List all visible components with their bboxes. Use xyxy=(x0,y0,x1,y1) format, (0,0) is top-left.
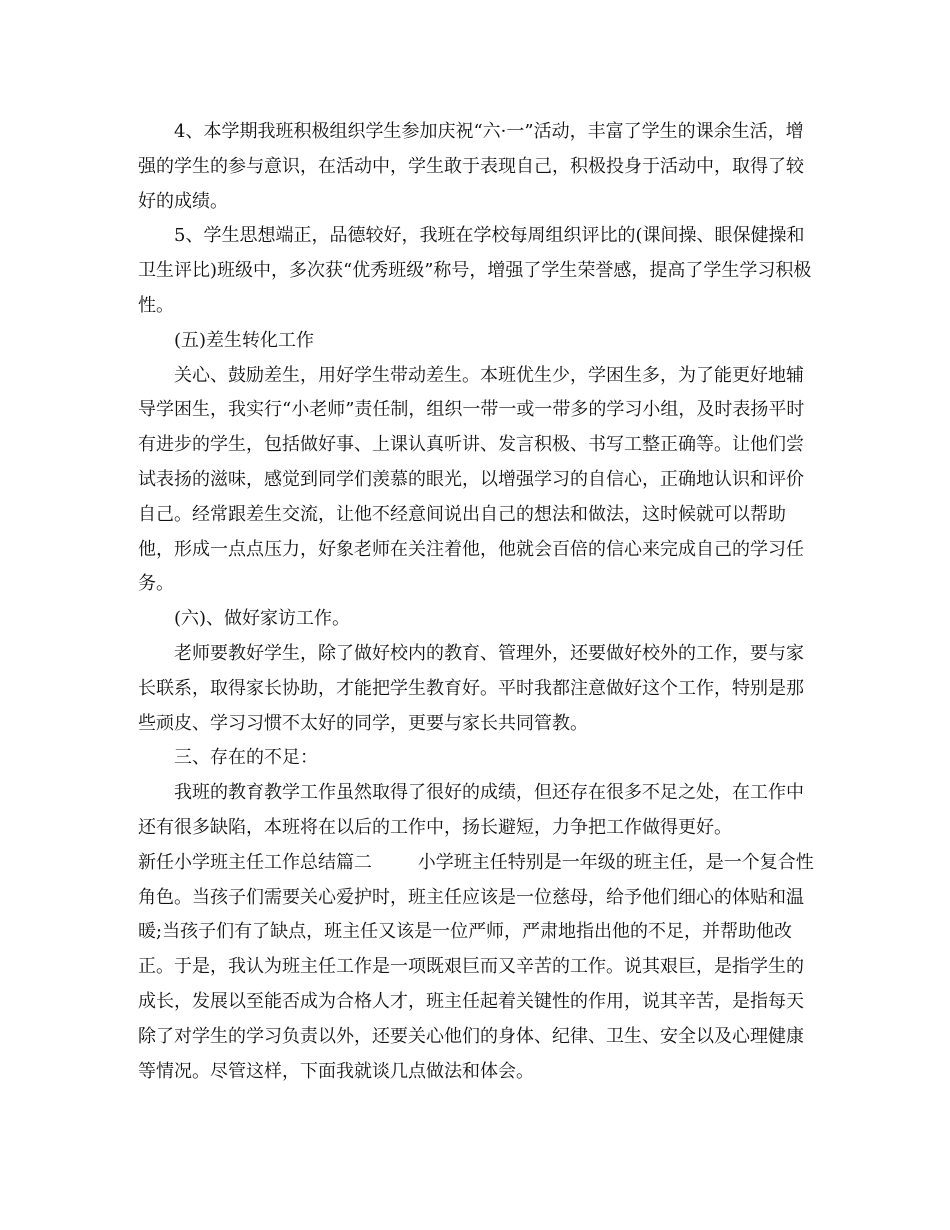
paragraph-article-two xyxy=(138,846,818,1090)
paragraph-text: 4、本学期我班积极组织学生参加庆祝“六·一”活动，丰富了学生的课余生活，增强的学生的参与意识，在活动中，学生敢于表现自己，积极投身于活动中，取得了较好的成绩。 xyxy=(138,121,804,212)
section-heading-6 xyxy=(138,602,818,637)
heading-text: (五)差生转化工作 xyxy=(174,329,315,351)
paragraph-home-visits xyxy=(138,637,818,741)
paragraph-struggling-students xyxy=(138,359,818,603)
paragraph-item-5 xyxy=(138,219,818,323)
paragraph-item-4 xyxy=(138,115,818,219)
paragraph-text: 新任小学班主任工作总结篇二 小学班主任特别是一年级的班主任，是一个复合性角色。当孩子们需要关心爱护时，班主任应该是一位慈母，给予他们细心的体贴和温暖;当孩子们有了缺点，班主任又该是一位严师，严肃地指出他的不足，并帮助他改正。于是，我认为班主任工作是一项既艰巨而又辛苦的工作。说其艰巨，是指学生的成长，发展以至能否成为合格人才，班主任起着关键性的作用，说其辛苦，是指每天除了对学生的学习负责以外，还要关心他们的身体、纪律、卫生、安全以及心理健康等情况。尽管这样，下面我就谈几点做法和体会。 xyxy=(138,851,814,1082)
heading-text: 三、存在的不足： xyxy=(174,747,318,769)
section-heading-5 xyxy=(138,324,818,359)
paragraph-text: 我班的教育教学工作虽然取得了很好的成绩，但还存在很多不足之处，在工作中还有很多缺陷，本班将在以后的工作中，扬长避短，力争把工作做得更好。 xyxy=(138,782,804,838)
paragraph-text: 5、学生思想端正，品德较好，我班在学校每周组织评比的(课间操、眼保健操和卫生评比)班级中，多次获“优秀班级”称号，增强了学生荣誉感，提高了学生学习积极性。 xyxy=(138,225,812,316)
section-heading-shortcomings xyxy=(138,741,818,776)
heading-text: (六)、做好家访工作。 xyxy=(174,608,351,630)
document-body xyxy=(138,115,818,1089)
paragraph-text: 老师要教好学生，除了做好校内的教育、管理外，还要做好校外的工作，要与家长联系，取得家长协助，才能把学生教育好。平时我都注意做好这个工作，特别是那些顽皮、学习习惯不太好的同学，更要与家长共同管教。 xyxy=(138,642,804,734)
paragraph-shortcomings xyxy=(138,776,818,846)
paragraph-text: 关心、鼓励差生，用好学生带动差生。本班优生少，学困生多，为了能更好地辅导学困生，我实行“小老师”责任制，组织一带一或一带多的学习小组，及时表扬平时有进步的学生，包括做好事、上课认真听讲、发言积极、书写工整正确等。让他们尝试表扬的滋味，感觉到同学们羡慕的眼光，以增强学习的自信心，正确地认识和评价自己。经常跟差生交流，让他不经意间说出自己的想法和做法，这时候就可以帮助他，形成一点点压力，好象老师在关注着他，他就会百倍的信心来完成自己的学习任务。 xyxy=(138,364,805,595)
